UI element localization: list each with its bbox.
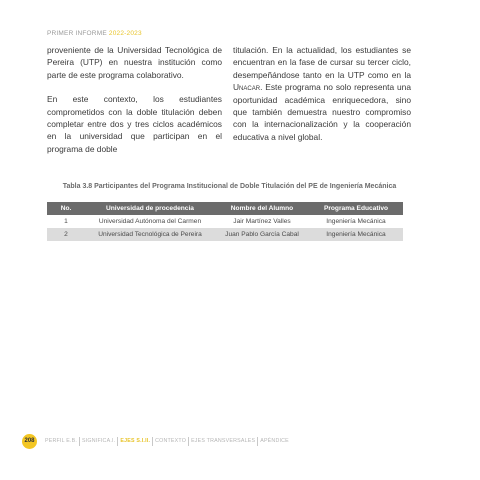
cell-program: Ingeniería Mecánica: [309, 228, 403, 241]
nav-item-perfil[interactable]: PERFIL E.B.: [45, 438, 78, 444]
nav-item-contexto[interactable]: CONTEXTO: [155, 438, 187, 444]
nav-item-eje-1[interactable]: SIGNIFICA.I.: [82, 438, 116, 444]
nav-item-ejes-transversales[interactable]: EJES TRANSVERSALES: [191, 438, 256, 444]
header-student-name: Nombre del Alumno: [215, 202, 309, 215]
section-navigation: [45, 437, 289, 446]
report-years: 2022-2023: [108, 30, 142, 37]
cell-number: 2: [47, 228, 85, 241]
nav-item-eje-2[interactable]: EJES S.I.II.: [120, 438, 151, 444]
report-title: PRIMER INFORME: [47, 30, 107, 37]
nav-item-apendice[interactable]: APÉNDICE: [260, 438, 289, 444]
brand-unacar: Unacar: [233, 82, 261, 93]
running-header: [47, 30, 142, 37]
table-header-row: [47, 202, 403, 215]
table-row: [47, 228, 403, 241]
nav-separator: [152, 437, 153, 446]
right-paragraph-part-a: titulación. En la actualidad, los estudiantes se encuentran en la fase de cursar su tercer ciclo, desempeñándose tanto en la UTP como en la: [233, 45, 411, 80]
cell-university: Universidad Autónoma del Carmen: [98, 218, 202, 225]
cell-number: 1: [64, 218, 68, 225]
page-footer: [22, 434, 289, 448]
nav-separator: [188, 437, 189, 446]
participants-table: [47, 202, 403, 241]
left-paragraph-2: En este contexto, los estudiantes comprometidos con la doble titulación deben completar entre dos y tres ciclos académicos en la universidad que participan en el programa de doble: [47, 94, 222, 154]
header-university: Universidad de procedencia: [85, 202, 215, 215]
right-paragraph-1: [233, 44, 411, 143]
nav-separator: [79, 437, 80, 446]
cell-student-name: Jair Martínez Valles: [233, 218, 291, 225]
left-paragraph-1: proveniente de la Universidad Tecnológica de Pereira (UTP) en nuestra institución como parte de este programa colaborativo.: [47, 45, 222, 80]
header-number: No.: [47, 202, 85, 215]
table-caption: Tabla 3.8 Participantes del Programa Institucional de Doble Titulación del PE de Ingeniería Mecánica: [62, 183, 397, 190]
header-program: Programa Educativo: [309, 202, 403, 215]
table-row: [47, 215, 403, 228]
page-number-badge: 208: [22, 434, 37, 449]
right-paragraph-part-b: . Este programa no solo representa una oportunidad académica enriquecedora, sino que también demuestra nuestro compromiso con la internacionalización y la cooperación educativa a nivel global.: [233, 82, 411, 142]
nav-separator: [117, 437, 118, 446]
cell-university: Universidad Tecnológica de Pereira: [85, 228, 215, 241]
cell-student-name: Juan Pablo García Cabal: [215, 228, 309, 241]
right-column: [233, 44, 411, 143]
nav-separator: [257, 437, 258, 446]
cell-program: Ingeniería Mecánica: [326, 218, 386, 225]
left-column: [47, 44, 222, 155]
